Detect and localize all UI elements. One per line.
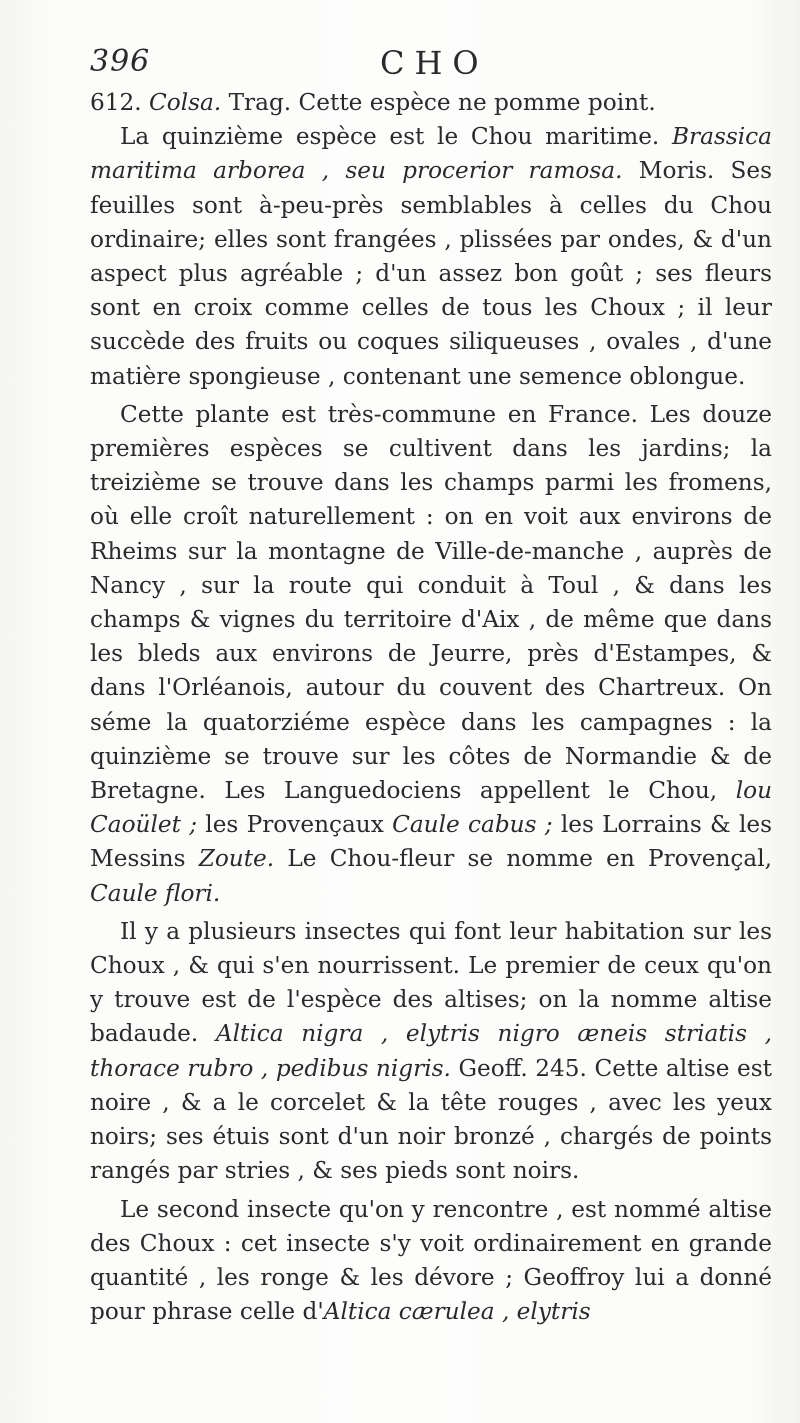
paragraph-altise-des-choux <box>90 1193 772 1330</box>
text-run: Le Chou-fleur se nomme en Provençal, <box>274 845 773 873</box>
paragraph-habitat <box>90 398 772 911</box>
running-title: CHO <box>380 44 489 82</box>
italic-run: lou Caoület ; <box>90 777 772 839</box>
text-run: Moris. Ses feuilles sont à-peu-près semblables à celles du Chou ordinaire; elles sont frangées , plissées par ondes, & d'un aspect plus agréable ; d'un assez bon goût ; ses fleurs sont en croix comme celles de tous les Choux ; il leur succède des fruits ou coques siliqueuses , ovales , d'une matière spongieuse , contenant une semence oblongue. <box>90 157 772 390</box>
italic-run: Brassica maritima arborea , seu procerior ramosa. <box>90 123 772 185</box>
italic-run: Caule cabus ; <box>392 811 553 839</box>
running-head <box>90 44 772 84</box>
body-text <box>90 86 772 1329</box>
text-run: Le second insecte qu'on y rencontre , est nommé altise des Choux : cet insecte s'y voit ordinairement en grande quantité , les ronge & les dévore ; Geoffroy lui a donné pour phrase celle d' <box>90 1195 772 1326</box>
text-run: Cette plante est très-commune en France. Les douze premières espèces se cultivent dans les jardins; la treizième se trouve dans les champs parmi les fromens, où elle croît naturellement : on en voit aux environs de Rheims sur la montagne de Ville-de-manche , auprès de Nancy , sur la route qui conduit à Toul , & dans les champs & vignes du territoire d'Aix , de même que dans les bleds aux environs de Jeurre, près d'Estampes, & dans l'Orléanois, autour du couvent des Chartreux. On séme la quatorziéme espèce dans les campagnes : la quinzième se trouve sur les côtes de Normandie & de Bretagne. Les Languedociens appellent le Chou, <box>90 400 772 805</box>
italic-run: Caule flori. <box>90 879 221 907</box>
text-run: les Provençaux <box>197 811 393 839</box>
page-number: 396 <box>90 44 151 79</box>
text-run: les Lorrains & les Messins <box>90 811 772 873</box>
text-run: 612. <box>90 89 149 116</box>
text-run: Geoff. 245. Cette altise est noire , & a le corcelet & la tête rouges , avec les yeux noirs; ses étuis sont d'un noir bronzé , chargés de points rangés par stries , & ses pieds sont noirs. <box>90 1054 772 1185</box>
paragraph-insectes <box>90 915 772 1189</box>
text-run: Trag. Cette espèce ne pomme point. <box>221 89 656 116</box>
italic-run: Zoute. <box>198 845 275 873</box>
italic-run: Colsa. <box>149 89 222 116</box>
italic-run: Altica cærulea , elytris <box>323 1298 591 1326</box>
paragraph-chou-maritime <box>90 120 772 394</box>
paragraph-colsa <box>90 86 772 120</box>
italic-run: Altica nigra , elytris nigro æneis striatis , thorace rubro , pedibus nigris. <box>90 1020 772 1082</box>
text-run: Il y a plusieurs insectes qui font leur habitation sur les Choux , & qui s'en nourrissent. Le premier de ceux qu'on y trouve est de l'espèce des altises; on la nomme altise badaude. <box>90 917 772 1048</box>
text-run: La quinzième espèce est le Chou maritime. <box>120 123 673 151</box>
